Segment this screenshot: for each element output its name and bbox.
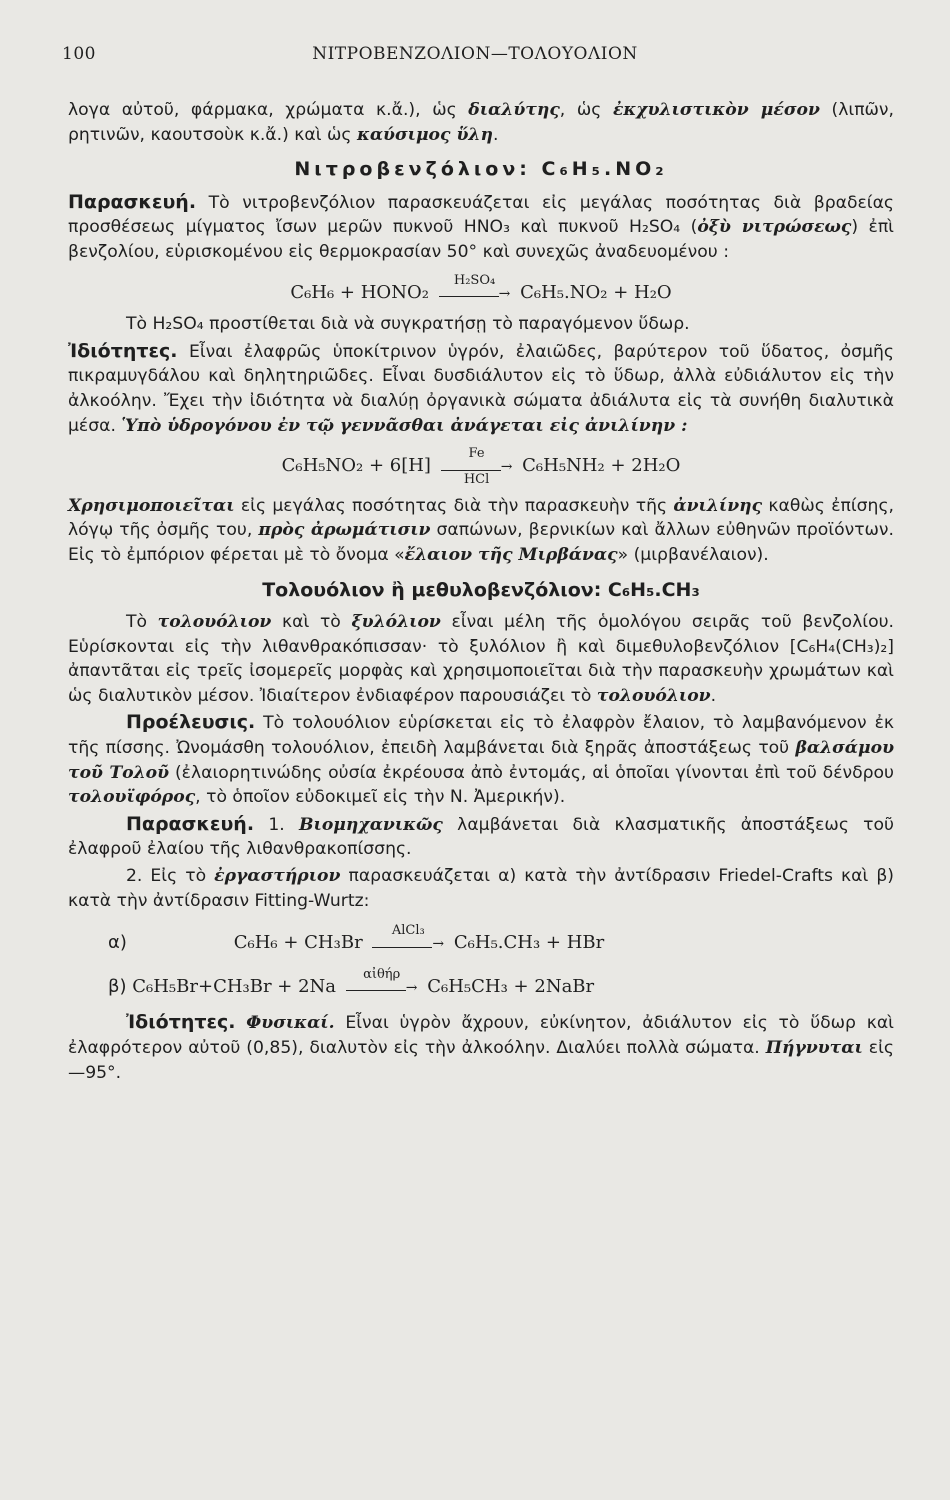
reaction-arrow: H₂SO₄ → bbox=[439, 281, 511, 307]
arrow-catalyst: αἰθήρ bbox=[363, 966, 401, 982]
section-label: Παρασκευή. bbox=[68, 190, 197, 213]
nitro-note: Τὸ H₂SO₄ προστίθεται διὰ νὰ συγκρατήσῃ τὸ παραγόμενον ὕδωρ. bbox=[126, 314, 690, 335]
arrow-catalyst: Fe bbox=[468, 446, 485, 462]
toluene-props-paragraph bbox=[68, 1010, 894, 1085]
italic-term: ξυλόλιον bbox=[351, 612, 441, 633]
nitro-prep-paragraph bbox=[68, 190, 894, 265]
toluene-origin-paragraph bbox=[68, 710, 894, 809]
text: , ὡς bbox=[559, 100, 613, 120]
text: (ἐλαιορητινώδης οὐσία ἐκρέουσα ἀπὸ ἐντομάς, αἱ ὁποῖαι γίνονται ἐπὶ τοῦ δένδρου bbox=[169, 762, 894, 783]
text: , τὸ ὁποῖον εὐδοκιμεῖ εἰς τὴν Ν. Ἀμερικήν). bbox=[195, 787, 566, 808]
page-number: 100 bbox=[62, 44, 96, 64]
arrow-below-label: HCl bbox=[463, 472, 490, 488]
text: (λιπῶν, ρητινῶν, καουτσοὺκ κ.ἄ.) καὶ ὡς bbox=[68, 100, 894, 145]
arrow-catalyst: H₂SO₄ bbox=[453, 272, 496, 288]
italic-term: ὀξὺ νιτρώσεως bbox=[697, 217, 852, 238]
equation-rhs: C₆H₅CH₃ + 2NaBr bbox=[427, 975, 595, 997]
nitro-use-paragraph bbox=[68, 494, 894, 568]
equation-lhs: C₆H₅Br+CH₃Br + 2Na bbox=[132, 975, 337, 997]
section-label: Ἰδιότητες. bbox=[126, 1011, 236, 1034]
equation-nitration bbox=[68, 272, 894, 307]
text bbox=[236, 1013, 247, 1033]
text: εἰς μεγάλας ποσότητας διὰ τὴν παρασκευὴν τῆς bbox=[234, 495, 674, 516]
nitrobenzene-heading: Νιτροβενζόλιον: C₆H₅.NO₂ bbox=[294, 158, 668, 181]
italic-term: Πήγνυται bbox=[765, 1038, 863, 1058]
italic-term: Ὑπὸ ὑδρογόνου ἐν τῷ γεννᾶσθαι ἀνάγεται εἰς ἀνιλίνην : bbox=[121, 415, 688, 436]
toluene-prep-lab bbox=[68, 864, 894, 913]
toluene-prep-industrial bbox=[68, 812, 894, 862]
text: σαπώνων, βερνικίων καὶ ἄλλων εὐθηνῶν προϊόντων. Εἰς τὸ ἐμπόριον φέρεται μὲ τὸ ὄνομα « bbox=[68, 520, 894, 565]
italic-term: ἀνιλίνης bbox=[673, 495, 763, 516]
italic-term: τολουόλιον bbox=[157, 612, 272, 633]
equation-lhs: C₆H₆ + HONO₂ bbox=[290, 281, 429, 303]
italic-term: Χρησιμοποιεῖται bbox=[68, 495, 235, 516]
text: Εἶναι ὑγρὸν ἄχρουν, εὐκίνητον, ἀδιάλυτον εἰς τὸ ὕδωρ καὶ ἐλαφρότερον αὐτοῦ (0,85), διαλυτὸν εἰς τὴν ἀλκοόλην. Διαλύει πολλὰ σώματα. bbox=[68, 1013, 894, 1058]
text: 2. Εἰς τὸ bbox=[126, 866, 215, 887]
text: ) ἐπὶ βενζολίου, εὑρισκομένου εἰς θερμοκρασίαν 50° καὶ συνεχῶς ἀναδευομένου : bbox=[68, 217, 895, 262]
section-label: Προέλευσις. bbox=[126, 711, 256, 734]
reaction-arrow: Fe → HCl bbox=[441, 454, 513, 480]
intro-paragraph bbox=[68, 98, 894, 147]
page-body bbox=[68, 98, 894, 1087]
italic-term: καύσιμος ὕλη bbox=[356, 124, 493, 145]
section-label: Παρασκευή. bbox=[126, 812, 255, 835]
text: 1. bbox=[254, 814, 299, 835]
equation-lhs: C₆H₆ + CH₃Br bbox=[233, 932, 363, 954]
equation-friedel-crafts bbox=[68, 923, 894, 957]
text: » (μιρβανέλαιον). bbox=[617, 544, 769, 565]
text: καὶ τὸ bbox=[271, 612, 352, 633]
text: λαμβάνεται διὰ κλασματικῆς ἀποστάξεως τοῦ ἐλαφροῦ ἐλαίου τῆς λιθανθρακοπίσσης. bbox=[68, 814, 894, 860]
italic-term: πρὸς ἀρωμάτισιν bbox=[258, 520, 431, 541]
text: εἰς —95°. bbox=[68, 1038, 894, 1083]
text: παρασκευάζεται α) κατὰ τὴν ἀντίδρασιν Friedel-Crafts καὶ β) κατὰ τὴν ἀντίδρασιν Fitting-Wurtz: bbox=[68, 866, 894, 911]
text: λογα αὐτοῦ, φάρμακα, χρώματα κ.ἄ.), ὡς bbox=[68, 100, 469, 120]
text: Τὸ bbox=[126, 612, 158, 633]
toluene-intro-paragraph bbox=[68, 610, 894, 708]
italic-term: διαλύτης bbox=[468, 100, 560, 120]
equation-fittig-wurtz bbox=[68, 966, 894, 1001]
equation-rhs: C₆H₅NH₂ + 2H₂O bbox=[522, 455, 681, 477]
toluene-heading: Τολουόλιον ἢ μεθυλοβενζόλιον: C₆H₅.CH₃ bbox=[262, 578, 700, 601]
nitro-props-paragraph bbox=[68, 339, 894, 438]
reaction-arrow: AlCl₃ → bbox=[372, 931, 444, 957]
arrow-catalyst: AlCl₃ bbox=[391, 923, 425, 939]
equation-rhs: C₆H₅.NO₂ + H₂O bbox=[520, 281, 672, 303]
text: εἶναι μέλη τῆς ὁμολόγου σειρᾶς τοῦ βενζολίου. Εὑρίσκονται εἰς τὴν λιθανθρακόπισσαν· τὸ ξυλόλιον ἢ καὶ διμεθυλοβενζόλιον [C₆H₄(CH₃)₂] ἀπαντᾶται εἰς τρεῖς ἰσομερεῖς μορφὰς καὶ χρησιμοποιεῖται διὰ τὴν παρασκευὴν χρωμάτων καὶ ὡς διαλυτικὸν μέσον. Ἰδιαίτερον ἐνδιαφέρον παρουσιάζει τὸ bbox=[68, 612, 894, 706]
italic-term: Βιομηχανικῶς bbox=[299, 814, 443, 835]
equation-lhs: C₆H₅NO₂ + 6[H] bbox=[281, 455, 431, 477]
italic-term: βαλσάμου τοῦ Τολοῦ bbox=[68, 738, 894, 783]
italic-term: τολουϊφόρος bbox=[68, 787, 196, 808]
text: Εἶναι ἐλαφρῶς ὑποκίτρινον ὑγρόν, ἐλαιῶδες, βαρύτερον τοῦ ὕδατος, ὀσμῆς πικραμυγδάλου καὶ δηλητηριῶδες. Εἶναι δυσδιάλυτον εἰς τὸ ὕδωρ, ἀλλὰ εὐδιάλυτον εἰς τὴν ἀλκοόλην. Ἔχει τὴν ἰδιότητα νὰ διαλύῃ ὀργανικὰ σώματα ἀδιάλυτα εἰς τὰ συνήθη διαλυτικὰ μέσα. bbox=[68, 341, 894, 436]
text: . bbox=[492, 124, 499, 145]
page-header bbox=[0, 44, 950, 74]
italic-term: Φυσικαί. bbox=[246, 1013, 335, 1034]
equation-rhs: C₆H₅.CH₃ + HBr bbox=[453, 932, 605, 954]
running-title: ΝΙΤΡΟΒΕΝΖΟΛΙΟΝ—ΤΟΛΟΥΟΛΙΟΝ bbox=[312, 44, 638, 64]
reaction-arrow: αἰθήρ → bbox=[346, 975, 418, 1001]
italic-term: ἐργαστήριον bbox=[214, 866, 341, 887]
equation-label: β) bbox=[108, 975, 127, 997]
equation-label: α) bbox=[108, 932, 127, 954]
text: Τὸ νιτροβενζόλιον παρασκευάζεται εἰς μεγάλας ποσότητας διὰ βραδείας προσθέσεως μίγματος ἴσων μερῶν πυκνοῦ HNO₃ καὶ πυκνοῦ H₂SO₄ ( bbox=[68, 192, 894, 238]
equation-reduction bbox=[68, 446, 894, 488]
text: καθὼς ἐπίσης, λόγῳ τῆς ὀσμῆς του, bbox=[68, 495, 894, 541]
italic-term: τολουόλιον bbox=[596, 685, 711, 706]
italic-term: ἐκχυλιστικὸν μέσον bbox=[612, 100, 820, 120]
section-label: Ἰδιότητες. bbox=[68, 339, 178, 362]
text: . bbox=[710, 685, 717, 706]
italic-term: ἔλαιον τῆς Μιρβάνας bbox=[404, 544, 618, 565]
text: Τὸ τολουόλιον εὑρίσκεται εἰς τὸ ἐλαφρὸν ἔλαιον, τὸ λαμβανόμενον ἐκ τῆς πίσσης. Ὠνομάσθη τολουόλιον, ἐπειδὴ λαμβάνεται διὰ ξηρᾶς ἀποστάξεως τοῦ bbox=[68, 713, 894, 759]
